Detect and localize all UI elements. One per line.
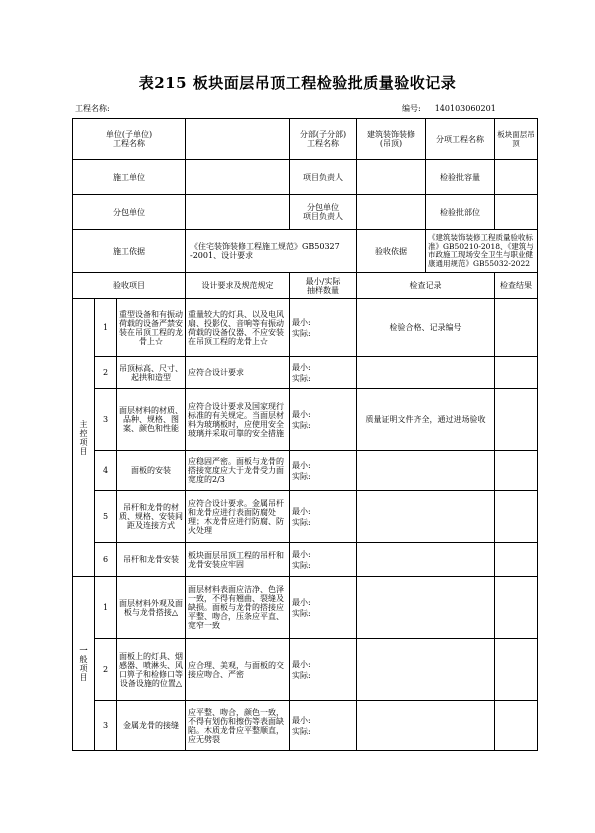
- general-item-requirement: 应平整、吻合，颜色一致，不得有划伤和擦伤等表面缺陷。木质龙骨应平整顺直，应无劈裂: [186, 701, 290, 751]
- project-manager-label: 项目负责人: [290, 160, 357, 195]
- general-item-result[interactable]: [495, 577, 538, 639]
- general-item-sampling[interactable]: [290, 577, 357, 639]
- main-item-name: 吊杆和龙骨的材质、规格、安装间距及连接方式: [117, 491, 186, 543]
- min-label: 最小:: [292, 460, 311, 470]
- main-section-label: [73, 299, 95, 577]
- col-record-header: 检查记录: [357, 273, 495, 299]
- main-item-sampling[interactable]: [290, 299, 357, 357]
- subcontract-manager-label: [290, 195, 357, 230]
- batch-location-value[interactable]: [495, 195, 538, 230]
- general-item-sampling[interactable]: [290, 701, 357, 751]
- min-label: 最小:: [292, 362, 311, 372]
- main-item-record[interactable]: [357, 543, 495, 577]
- batch-location-label: 检验批部位: [440, 207, 481, 217]
- subcontract-manager-label-text: 分包单位 项目负责人: [303, 203, 344, 221]
- subdiv-value: 建筑装饰装修 (吊顶): [357, 119, 426, 159]
- main-item-no: 4: [95, 451, 117, 491]
- actual-label: 实际:: [292, 328, 311, 338]
- main-item-record[interactable]: [357, 451, 495, 491]
- main-item-name: 吊杆和龙骨安装: [117, 543, 186, 577]
- batch-capacity-value[interactable]: [495, 160, 538, 195]
- main-item-sampling[interactable]: [290, 451, 357, 491]
- actual-label: 实际:: [292, 471, 311, 481]
- general-item-no: 3: [95, 701, 117, 751]
- actual-label: 实际:: [292, 420, 311, 430]
- col-sampling-header: [290, 273, 357, 299]
- batch-capacity-label: 检验批容量: [440, 172, 481, 182]
- general-section-char: 目: [79, 672, 88, 682]
- main-section-char: 主: [79, 419, 88, 429]
- item-label: 分项工程名称: [436, 134, 485, 144]
- project-name-label: 工程名称:: [75, 104, 110, 113]
- col-sampling-header-text: 最小/实际 抽样数量: [305, 276, 341, 295]
- number-value: 140103060201: [434, 104, 496, 113]
- main-item-record[interactable]: [357, 491, 495, 543]
- col-requirement-header: 设计要求及规范规定: [186, 273, 290, 299]
- subcontract-unit-label: 分包单位: [73, 195, 186, 230]
- submanager-subtable: [357, 195, 494, 229]
- min-label: 最小:: [292, 549, 311, 559]
- general-item-record[interactable]: [357, 701, 495, 751]
- acceptance-basis-label: 验收依据: [357, 230, 426, 272]
- main-item-no: 5: [95, 491, 117, 543]
- main-item-sampling[interactable]: [290, 491, 357, 543]
- actual-label: 实际:: [292, 608, 311, 618]
- general-section-char: 般: [79, 654, 88, 664]
- main-item-name: 面层材料的材质、品种、规格、图案、颜色和性能: [117, 389, 186, 451]
- general-section-char: 一: [79, 644, 88, 655]
- main-items-body: [73, 299, 538, 577]
- main-item-result[interactable]: [495, 357, 538, 389]
- acceptance-basis-cell: [357, 230, 538, 273]
- main-item-no: 1: [95, 299, 117, 357]
- main-item-sampling[interactable]: [290, 357, 357, 389]
- unit-value-cell[interactable]: [186, 119, 290, 160]
- item-value: 板块面层吊顶: [495, 119, 538, 160]
- min-label: 最小:: [292, 409, 311, 419]
- main-item-result[interactable]: [495, 299, 538, 357]
- main-item-sampling[interactable]: [290, 389, 357, 451]
- main-section-char: 目: [79, 446, 88, 456]
- main-row: [73, 543, 538, 577]
- basis-label: 施工依据: [73, 230, 186, 273]
- manager-subtable: [357, 160, 494, 194]
- general-item-record[interactable]: [357, 577, 495, 639]
- col-item-header: 验收项目: [73, 273, 186, 299]
- general-item-sampling[interactable]: [290, 639, 357, 701]
- manager-capacity-cell: [357, 160, 495, 195]
- subdiv-item-cell: [357, 119, 495, 160]
- main-item-result[interactable]: [495, 451, 538, 491]
- actual-label: 实际:: [292, 517, 311, 527]
- unit-label-text: 单位(子单位) 工程名称: [105, 130, 153, 148]
- general-section-char: 项: [79, 663, 88, 673]
- general-item-name: 面板上的灯具、烟感器、喷淋头、风口箅子和检修口等设备设施的位置△: [117, 639, 186, 701]
- general-item-requirement: 面层材料表面应洁净、色泽一致，不得有翘曲、裂缝及缺损。面板与龙骨的搭接应平整、吻合，压条应平直、宽窄一致: [186, 577, 290, 639]
- general-item-requirement: 应合理、美观，与面板的交接应吻合、严密: [186, 639, 290, 701]
- main-item-record[interactable]: [357, 357, 495, 389]
- basis-value: 《住宅装饰装修工程施工规范》GB50327 -2001、设计要求: [186, 230, 357, 273]
- main-row: [73, 451, 538, 491]
- general-row: [73, 701, 538, 751]
- submanager-location-cell: [357, 195, 495, 230]
- main-row: [73, 357, 538, 389]
- min-label: 最小:: [292, 715, 311, 725]
- min-label: 最小:: [292, 659, 311, 669]
- actual-label: 实际:: [292, 373, 311, 383]
- main-item-requirement: 应符合设计要求。金属吊杆和龙骨应进行表面防腐处理；木龙骨应进行防腐、防火处理: [186, 491, 290, 543]
- subdiv-label-text: 分部(子分部) 工程名称: [299, 130, 347, 148]
- actual-label: 实际:: [292, 726, 311, 736]
- subdiv-label: [290, 119, 357, 160]
- general-item-result[interactable]: [495, 639, 538, 701]
- main-item-requirement: 应稳固严密。面板与龙骨的搭接宽度应大于龙骨受力面宽度的2/3: [186, 451, 290, 491]
- general-row: [73, 577, 538, 639]
- acceptance-basis-subtable: [357, 230, 537, 272]
- subcontract-unit-value[interactable]: [186, 195, 290, 230]
- main-item-result[interactable]: [495, 543, 538, 577]
- min-label: 最小:: [292, 597, 311, 607]
- main-row: [73, 299, 538, 357]
- project-manager-value[interactable]: [357, 160, 426, 194]
- main-item-no: 6: [95, 543, 117, 577]
- main-section-char: 项: [79, 437, 88, 447]
- main-item-record[interactable]: 检验合格、记录编号: [357, 299, 495, 357]
- main-item-no: 2: [95, 357, 117, 389]
- general-item-name: 面层材料外观及面板与龙骨搭接△: [117, 577, 186, 639]
- number-label: 编号:: [402, 104, 421, 113]
- construction-unit-value[interactable]: [186, 160, 290, 195]
- main-item-name: 吊顶标高、尺寸、起拱和造型: [117, 357, 186, 389]
- main-item-no: 3: [95, 389, 117, 451]
- subcontract-manager-value[interactable]: [357, 195, 426, 229]
- main-item-result[interactable]: [495, 389, 538, 451]
- main-item-requirement: 应符合设计要求及国家现行标准的有关规定。当面层材料为玻璃板时，应使用安全玻璃并采取可靠的安全措施: [186, 389, 290, 451]
- general-row: [73, 639, 538, 701]
- main-item-requirement: 板块面层吊顶工程的吊杆和龙骨安装应牢固: [186, 543, 290, 577]
- main-item-sampling[interactable]: [290, 543, 357, 577]
- page-title: 表215 板块面层吊顶工程检验批质量验收记录: [138, 74, 457, 92]
- actual-label: 实际:: [292, 560, 311, 570]
- main-row: [73, 389, 538, 451]
- subdiv-subtable: [357, 119, 494, 159]
- general-item-no: 1: [95, 577, 117, 639]
- main-item-record[interactable]: 质量证明文件齐全，通过进场验收: [357, 389, 495, 451]
- general-items-body: [73, 577, 538, 751]
- number-field: [402, 103, 496, 114]
- col-result-header: 检查结果: [495, 273, 538, 299]
- min-label: 最小:: [292, 317, 311, 327]
- main-item-name: 面板的安装: [117, 451, 186, 491]
- main-row: [73, 491, 538, 543]
- main-item-result[interactable]: [495, 491, 538, 543]
- unit-label: [73, 119, 186, 160]
- general-section-label: [73, 577, 95, 751]
- acceptance-form-table: [72, 118, 538, 751]
- general-item-record[interactable]: [357, 639, 495, 701]
- construction-unit-label: 施工单位: [73, 160, 186, 195]
- main-section-char: 控: [79, 428, 88, 438]
- main-item-requirement: 重量较大的灯具、以及电风扇、投影仪、音响等有振动荷载的设备仪器、不应安装在吊顶工程的龙骨上☆: [186, 299, 290, 357]
- general-item-name: 金属龙骨的接缝: [117, 701, 186, 751]
- main-item-name: 重型设备和有振动荷载的设备严禁安装在吊顶工程的龙骨上☆: [117, 299, 186, 357]
- acceptance-basis-value: 《建筑装饰装修工程质量验收标准》GB50210-2018、《建筑与市政施工现场安全卫生与职业健康通用规范》GB55032-2022: [428, 233, 534, 268]
- actual-label: 实际:: [292, 670, 311, 680]
- min-label: 最小:: [292, 506, 311, 516]
- general-item-no: 2: [95, 639, 117, 701]
- general-item-result[interactable]: [495, 701, 538, 751]
- main-item-requirement: 应符合设计要求: [186, 357, 290, 389]
